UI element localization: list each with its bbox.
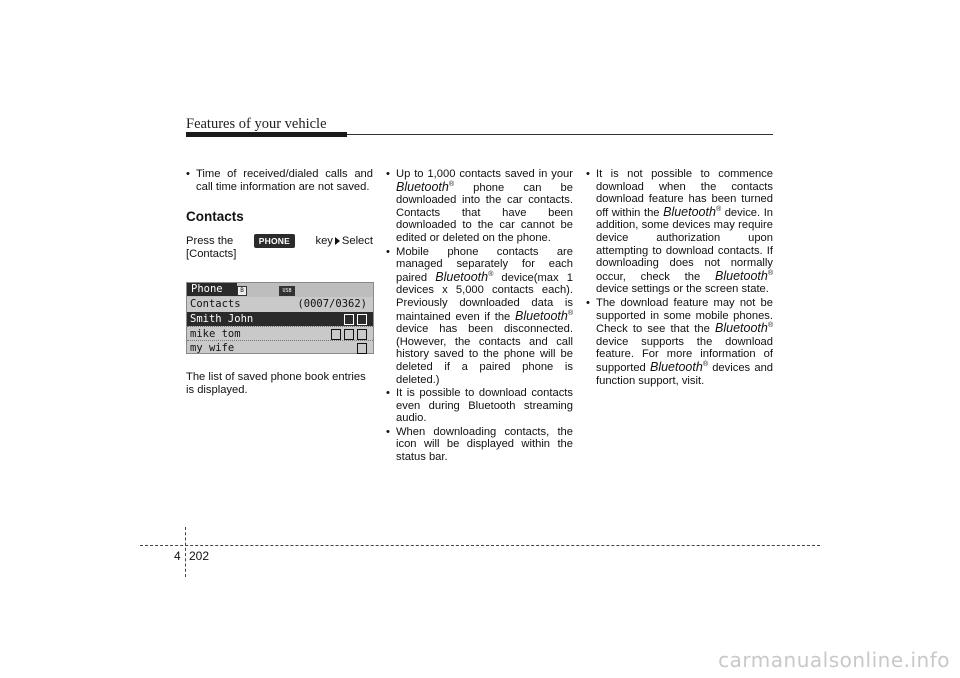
- usb-badge: USB: [279, 286, 295, 296]
- footer-rule: [140, 545, 820, 546]
- footer-divider: [185, 527, 186, 577]
- list-icon: [357, 314, 367, 325]
- bullet-call-time: • Time of received/dialed calls and call time information are not saved.: [186, 168, 373, 193]
- page-number: 202: [189, 549, 210, 563]
- bullet-download-support: • The download feature may not be supported in some mobile phones. Check to see that the Bluetooth® device supports the download feature. For more information of supported Bluetooth® devices and function support, visit.: [586, 297, 773, 387]
- bullet-managed-separately: • Mobile phone contacts are managed separately for each paired Bluetooth® device(max 1 devices x 5,000 contacts each). Previously downloaded data is maintained even if the Bluetooth® device has been disconnected. (However, the contacts and call history saved to the phone will be deleted if a paired phone is deleted.): [386, 246, 573, 387]
- contact-row[interactable]: [187, 326, 373, 341]
- contact-name: Smith John: [190, 313, 254, 325]
- contacts-screen-image: [186, 282, 374, 354]
- phone-icon: [331, 329, 341, 340]
- phonebook-description: The list of saved phone book entries is displayed.: [186, 371, 366, 396]
- column-1: [186, 168, 373, 261]
- page-header-title: Features of your vehicle: [186, 116, 327, 132]
- screen-contacts-count: (0007/0362): [297, 298, 367, 310]
- bullet-download-disabled: • It is not possible to commence download when the contacts download feature has been turned off within the Bluetooth® device. In addition, some devices may require device authorization upon attempting to download contacts. If downloading does not normally occur, check the Bluetooth® device settings or the screen state.: [586, 168, 773, 296]
- home-icon: [344, 329, 354, 340]
- select-contacts-text: [Contacts]: [186, 248, 237, 261]
- bullet-contacts-limit: • Up to 1,000 contacts saved in your Bluetooth® phone can be downloaded into the car contacts. Contacts that have been downloaded to the car cannot be edited or deleted on the phone.: [386, 168, 573, 245]
- press-text: Press the: [186, 234, 234, 247]
- bullet-status-icon: • When downloading contacts, the icon will be displayed within the status bar.: [386, 426, 573, 464]
- contact-row[interactable]: [187, 340, 373, 355]
- column-3: [586, 168, 773, 388]
- screen-contacts-label: Contacts: [190, 298, 241, 310]
- phone-key-icon: PHONE: [254, 234, 295, 249]
- chapter-number: 4: [174, 549, 181, 563]
- bluetooth-status-icon: B: [237, 286, 247, 296]
- header-rule-thin: [347, 134, 773, 135]
- screen-phone-tab: Phone: [187, 283, 237, 296]
- phone-icon: [344, 314, 354, 325]
- instruction-line: [186, 234, 373, 249]
- bullet-streaming-download: • It is possible to download contacts even during Bluetooth streaming audio.: [386, 387, 573, 425]
- mobile-icon: [357, 343, 367, 354]
- section-heading-contacts: Contacts: [186, 209, 244, 225]
- arrow-right-icon: [335, 237, 340, 245]
- contact-name: mike tom: [190, 328, 241, 340]
- screen-status-row: [187, 283, 373, 297]
- contact-name: my wife: [190, 342, 235, 354]
- contact-row-selected[interactable]: [187, 312, 373, 326]
- column-2: [386, 168, 573, 465]
- watermark: carmanualsonline.info: [718, 648, 950, 672]
- screen-contacts-header: [187, 297, 373, 311]
- header-rule-thick: [186, 132, 347, 137]
- mobile-icon: [357, 329, 367, 340]
- key-text: key Select: [315, 234, 373, 247]
